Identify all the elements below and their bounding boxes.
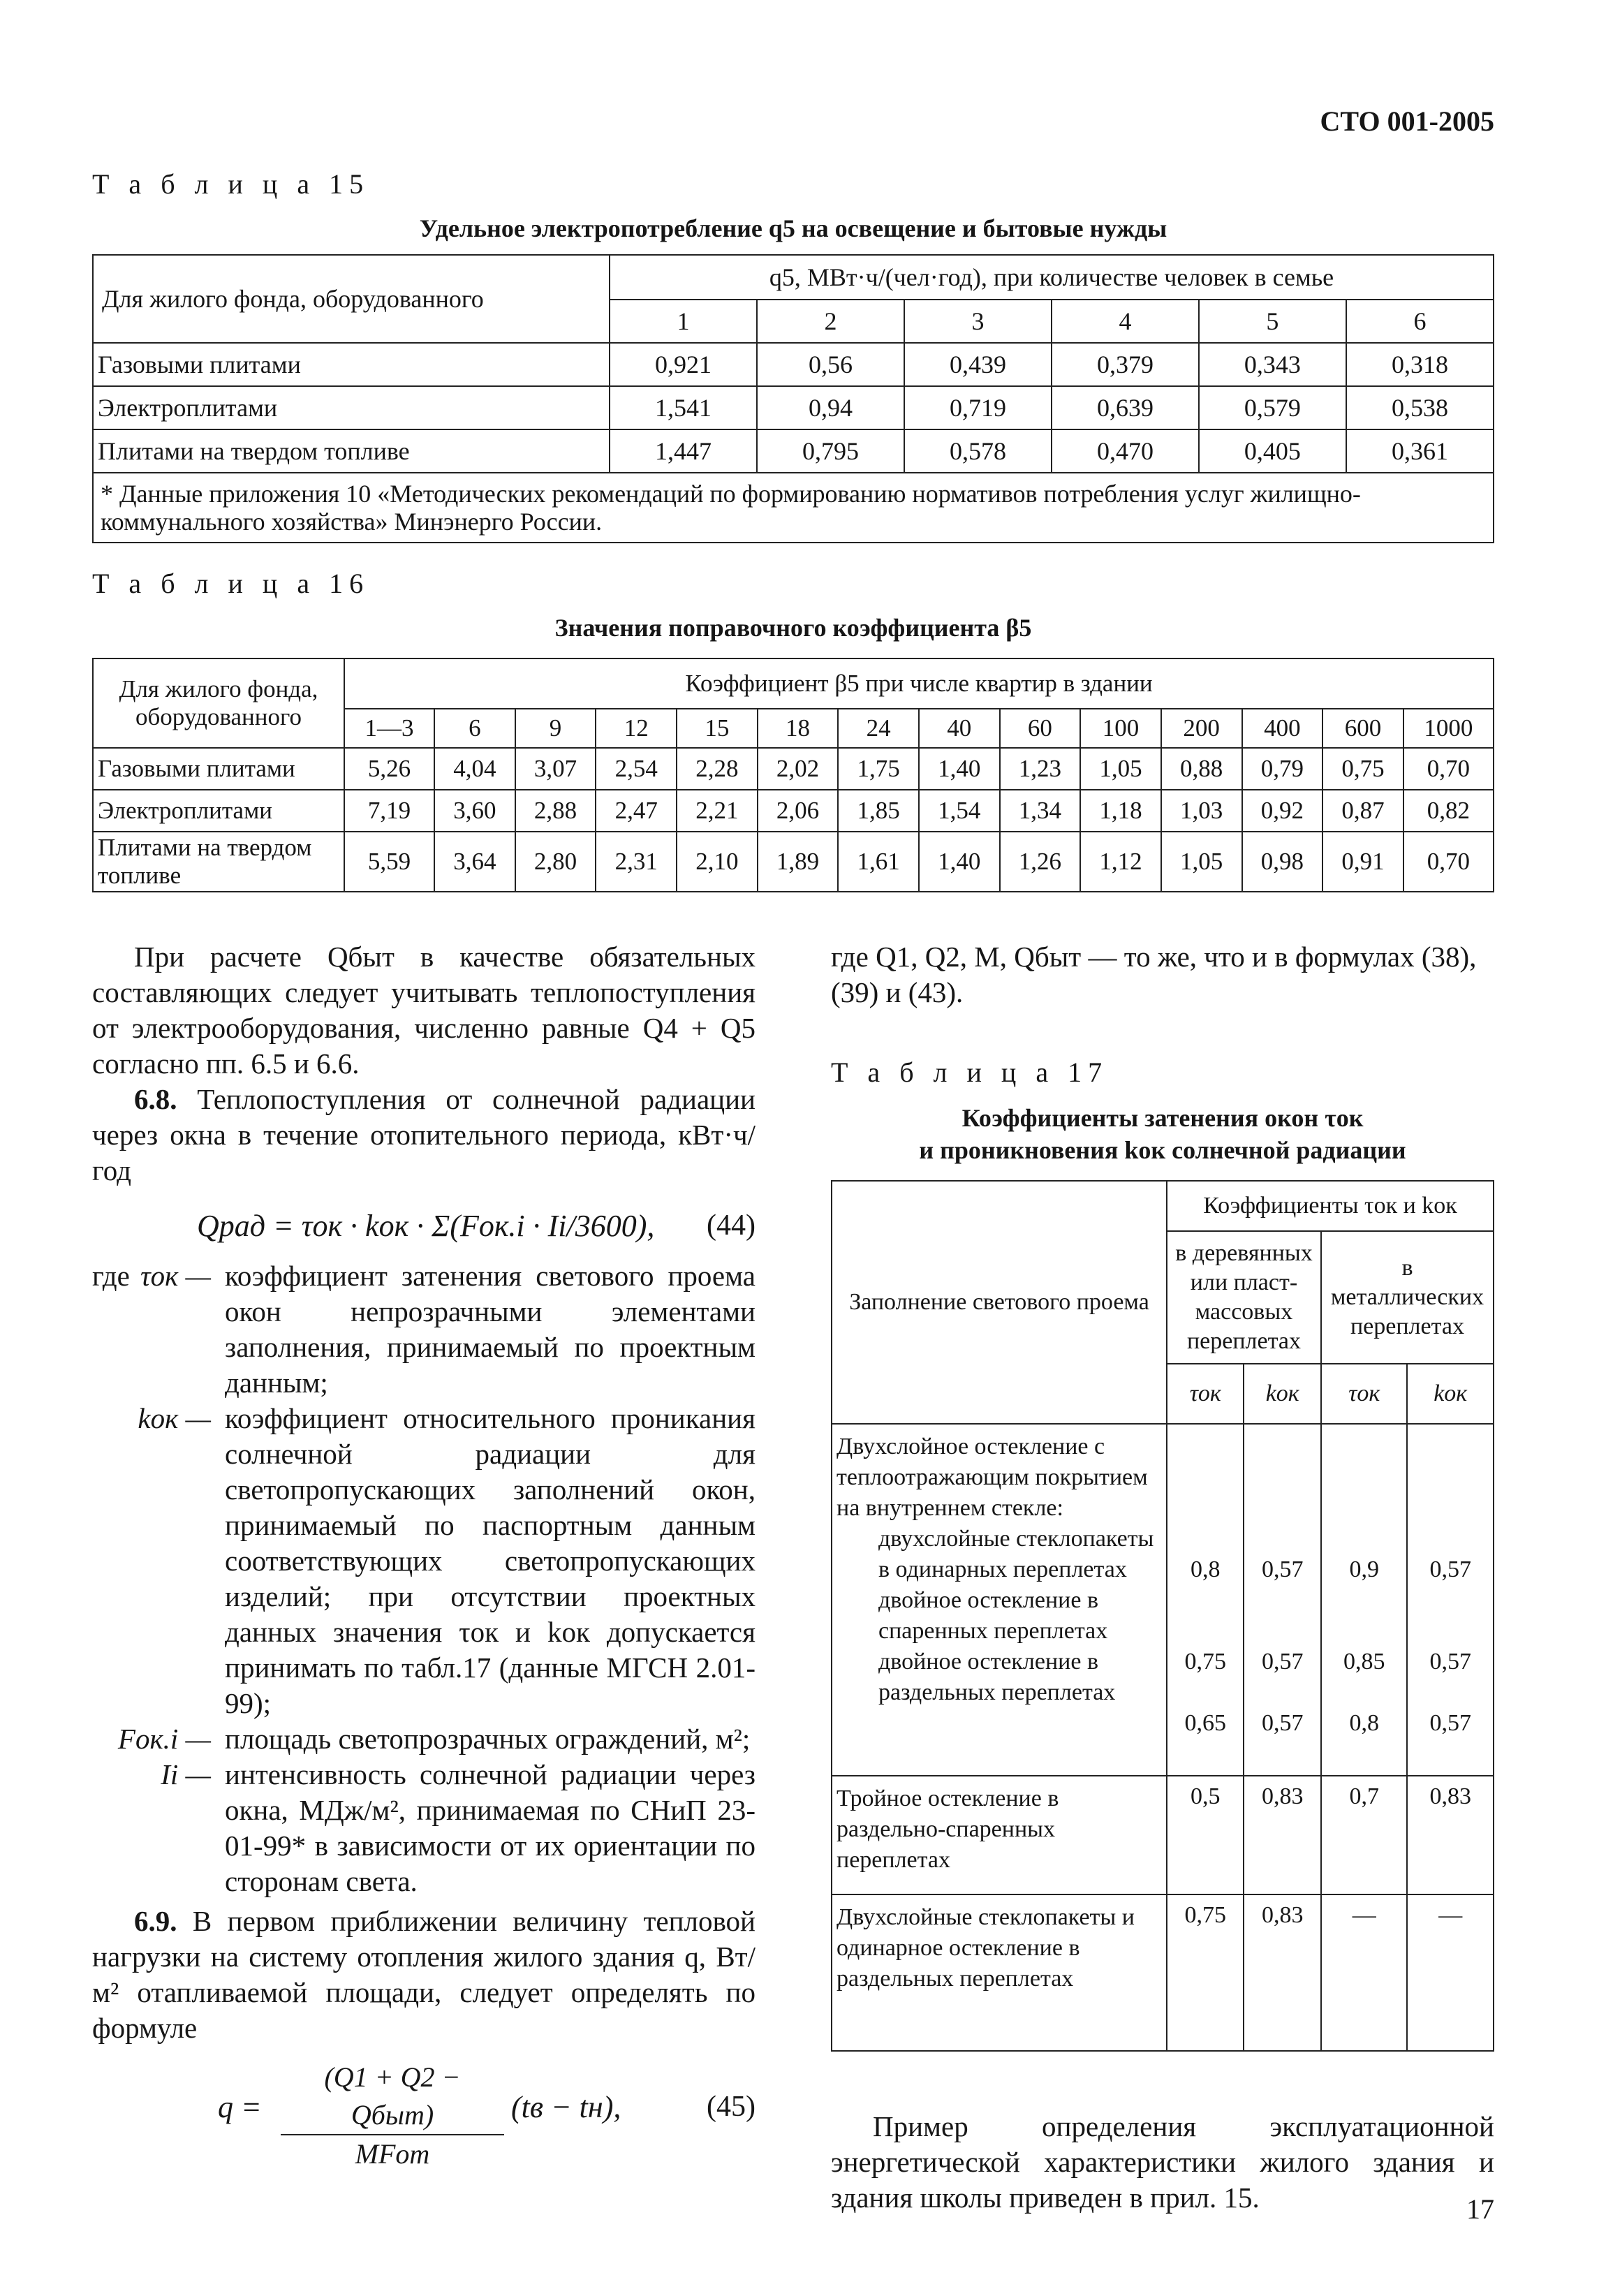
cell: 1,40 (919, 748, 1000, 790)
formula-45-fraction (281, 2059, 504, 2173)
value: 0,8 (1190, 1557, 1221, 1582)
definition-symbol: kок — (138, 1402, 211, 1434)
table15-col: 5 (1199, 300, 1346, 343)
cell: 1,05 (1080, 748, 1161, 790)
value: 0,85 (1343, 1649, 1385, 1675)
formula-45-denominator: MFот (355, 2138, 430, 2170)
cell: 0,83 (1244, 1894, 1320, 2051)
value: 0,57 (1261, 1557, 1304, 1582)
table-row (93, 429, 1494, 473)
cell: 5,59 (344, 832, 434, 892)
cell: 0,921 (610, 343, 757, 386)
paragraph-6-9 (92, 1904, 756, 2046)
cell: 2,21 (677, 790, 758, 832)
row-label (832, 1424, 1167, 1776)
cell: 0,87 (1322, 790, 1403, 832)
formula-45-block (92, 2059, 756, 2170)
right-column-final (831, 2109, 1494, 2216)
value: 0,75 (1184, 1649, 1226, 1675)
row-label: Газовыми плитами (93, 343, 610, 386)
value: 0,57 (1429, 1710, 1471, 1736)
section-number: 6.9. (134, 1905, 177, 1937)
cell: 0,82 (1403, 790, 1494, 832)
cell (1321, 1424, 1408, 1776)
cell: 4,04 (434, 748, 515, 790)
group-a-label: Двухслойное остекление с теплоотражающим покрытием на внутреннем стекле: (837, 1434, 1148, 1521)
cell: 3,07 (515, 748, 596, 790)
value: 0,57 (1429, 1557, 1471, 1582)
row-label: Тройное остекление в раздельно-спаренных переплетах (832, 1776, 1167, 1894)
cell: 3,64 (434, 832, 515, 892)
value: 0,8 (1349, 1710, 1379, 1736)
cell: 0,439 (904, 343, 1052, 386)
definition-symbol: Fок.i — (117, 1723, 211, 1755)
definition-item (92, 1258, 756, 1401)
cell: — (1407, 1894, 1494, 2051)
cell: 1,75 (838, 748, 919, 790)
cell: 0,538 (1346, 386, 1494, 429)
cell: 2,10 (677, 832, 758, 892)
cell: 0,75 (1167, 1894, 1244, 2051)
cell: 0,405 (1199, 429, 1346, 473)
table-row (93, 386, 1494, 429)
table17 (831, 1180, 1494, 2052)
table16-col: 40 (919, 709, 1000, 748)
cell: 0,83 (1407, 1776, 1494, 1894)
value: 0,57 (1429, 1649, 1471, 1675)
value: 0,65 (1184, 1710, 1226, 1736)
table17-sub-tau: τок (1167, 1364, 1244, 1424)
table16-col: 60 (1000, 709, 1081, 748)
cell: 0,7 (1321, 1776, 1408, 1894)
table17-caption: Т а б л и ц а 17 (831, 1057, 1109, 1088)
cell: 1,40 (919, 832, 1000, 892)
cell: 1,05 (1161, 832, 1242, 892)
cell: 3,60 (434, 790, 515, 832)
paragraph-qbyt: При расчете Qбыт в качестве обязательных составляющих следует учитывать теплопоступления от электрооборудования, численно равные Q4 + Q5 согласно пп. 6.5 и 6.6. (92, 941, 756, 1080)
cell: 0,94 (757, 386, 904, 429)
cell: 1,54 (919, 790, 1000, 832)
table17-sub-tau: τок (1321, 1364, 1408, 1424)
table-row (93, 832, 1494, 892)
table15-title: Удельное электропотребление q5 на освещение и бытовые нужды (419, 214, 1167, 242)
table15-col: 6 (1346, 300, 1494, 343)
table17-sub-k: kок (1244, 1364, 1320, 1424)
cell: 0,5 (1167, 1776, 1244, 1894)
table17-group-wood: в деревянных или пласт-массовых переплетах (1167, 1231, 1321, 1364)
subrow-label: двойное остекление в раздельных переплетах (878, 1649, 1116, 1705)
cell: 0,91 (1322, 832, 1403, 892)
definition-text: интенсивность солнечной радиации через окна, МДж/м², принимаемая по СНиП 23-01-99* в зависимости от их ориентации по сторонам света. (225, 1758, 756, 1897)
cell: 1,61 (838, 832, 919, 892)
cell: 2,47 (596, 790, 677, 832)
table16-head-right: Коэффициент β5 при числе квартир в здании (344, 658, 1494, 709)
cell: 0,579 (1199, 386, 1346, 429)
table17-head-top: Коэффициенты τок и kок (1167, 1181, 1494, 1231)
cell: 2,88 (515, 790, 596, 832)
cell: 0,470 (1052, 429, 1199, 473)
cell: 5,26 (344, 748, 434, 790)
table16-col: 1000 (1403, 709, 1494, 748)
cell: 1,12 (1080, 832, 1161, 892)
cell: 1,23 (1000, 748, 1081, 790)
value: 0,57 (1261, 1710, 1304, 1736)
table15 (92, 254, 1494, 543)
paragraph-6-8 (92, 1082, 756, 1189)
paragraph-text: В первом приближении величину тепловой нагрузки на систему отопления жилого здания q, Вт/м² отапливаемой площади, следует определять по формуле (92, 1905, 756, 2044)
table15-caption: Т а б л и ц а 15 (92, 168, 370, 200)
formula-44: Qрад = τок · kок · Σ(Fок.i · Ii/3600), (197, 1209, 655, 1243)
subrow-label: двухслойные стеклопакеты в одинарных переплетах (878, 1526, 1154, 1582)
row-label: Плитами на твердом топливе (93, 429, 610, 473)
cell: 0,343 (1199, 343, 1346, 386)
table15-col: 4 (1052, 300, 1199, 343)
where-intro: где (92, 1260, 130, 1292)
row-label: Двухслойные стеклопакеты и одинарное остекление в раздельных переплетах (832, 1894, 1167, 2051)
cell: 2,31 (596, 832, 677, 892)
cell: 2,02 (758, 748, 839, 790)
table15-head-left: Для жилого фонда, оборудованного (93, 255, 610, 343)
formula-44-block (92, 1202, 756, 1258)
page-number: 17 (1466, 2193, 1494, 2225)
section-number: 6.8. (134, 1083, 177, 1115)
definition-symbol (92, 1258, 211, 1294)
cell: 1,26 (1000, 832, 1081, 892)
cell: 1,89 (758, 832, 839, 892)
table-row (832, 1894, 1494, 2051)
table16 (92, 658, 1494, 892)
row-label: Электроплитами (93, 386, 610, 429)
row-label: Газовыми плитами (93, 748, 344, 790)
table16-col: 12 (596, 709, 677, 748)
table16-col: 100 (1080, 709, 1161, 748)
definition-item (92, 1721, 756, 1757)
table16-col: 200 (1161, 709, 1242, 748)
cell: 0,719 (904, 386, 1052, 429)
definition-item (92, 1401, 756, 1721)
table17-sub-k: kок (1407, 1364, 1494, 1424)
cell: 0,98 (1242, 832, 1323, 892)
subrow-label: двойное остекление в спаренных переплетах (878, 1587, 1108, 1644)
table16-head-left: Для жилого фонда, оборудованного (93, 658, 344, 748)
cell: 1,541 (610, 386, 757, 429)
definition-symbol: Ii — (161, 1758, 211, 1790)
cell: 1,03 (1161, 790, 1242, 832)
cell: 0,88 (1161, 748, 1242, 790)
table16-col: 6 (434, 709, 515, 748)
cell (1244, 1424, 1320, 1776)
symbol-text: τок — (140, 1260, 211, 1292)
table16-col: 15 (677, 709, 758, 748)
cell: 2,06 (758, 790, 839, 832)
formula-45-lhs: q = (218, 2090, 262, 2124)
table16-col: 1—3 (344, 709, 434, 748)
cell (1407, 1424, 1494, 1776)
table16-title: Значения поправочного коэффициента β5 (554, 614, 1032, 642)
table15-col: 1 (610, 300, 757, 343)
table-row (93, 790, 1494, 832)
cell: 0,361 (1346, 429, 1494, 473)
paragraph-where: где Q1, Q2, M, Qбыт — то же, что и в формулах (38), (39) и (43). (831, 941, 1477, 1008)
cell: 0,795 (757, 429, 904, 473)
document-code: СТО 001-2005 (1320, 105, 1494, 137)
table17-head-left: Заполнение светового проема (832, 1181, 1167, 1424)
table16-caption: Т а б л и ц а 16 (92, 568, 370, 599)
paragraph-text: Теплопоступления от солнечной радиации через окна в течение отопительного периода, кВт·ч/год (92, 1083, 756, 1186)
table16-col: 24 (838, 709, 919, 748)
table15-col: 3 (904, 300, 1052, 343)
cell: 0,56 (757, 343, 904, 386)
cell: 0,318 (1346, 343, 1494, 386)
cell: 0,92 (1242, 790, 1323, 832)
cell: 2,28 (677, 748, 758, 790)
cell: 0,79 (1242, 748, 1323, 790)
cell: 1,447 (610, 429, 757, 473)
table17-group-metal: в металлических переплетах (1321, 1231, 1494, 1364)
definition-text: площадь светопрозрачных ограждений, м²; (225, 1723, 751, 1755)
table15-col: 2 (757, 300, 904, 343)
table16-col: 18 (758, 709, 839, 748)
cell: 1,85 (838, 790, 919, 832)
table17-title-line2: и проникновения kок солнечной радиации (919, 1136, 1406, 1164)
cell: 0,379 (1052, 343, 1199, 386)
table-row (832, 1424, 1494, 1776)
table16-col: 400 (1242, 709, 1323, 748)
formula-45-rhs: (tв − tн), (511, 2090, 621, 2124)
paragraph-example: Пример определения эксплуатационной энергетической характеристики жилого здания и здания школы приведен в прил. 15. (831, 2110, 1494, 2214)
table16-col: 600 (1322, 709, 1403, 748)
cell: 2,80 (515, 832, 596, 892)
table-row (832, 1776, 1494, 1894)
definitions-list (92, 1258, 756, 1899)
table-row (93, 343, 1494, 386)
definition-item (92, 1757, 756, 1899)
row-label: Электроплитами (93, 790, 344, 832)
right-column-intro (831, 939, 1494, 1010)
cell: 0,70 (1403, 748, 1494, 790)
definition-text: коэффициент относительного проникания солнечной радиации для светопропускающих заполнений окон, принимаемый по паспортным данным соответствующих светопропускающих изделий; при отсутствии проектных данных значения τок и kок допускается принимать по табл.17 (данные МГСН 2.01-99); (225, 1402, 756, 1719)
table17-title (831, 1102, 1494, 1166)
row-label: Плитами на твердом топливе (93, 832, 344, 892)
table-row (93, 748, 1494, 790)
table17-title-line1: Коэффициенты затенения окон τок (961, 1104, 1364, 1132)
left-column (92, 939, 756, 2170)
formula-45-number: (45) (707, 2091, 756, 2123)
cell: 2,54 (596, 748, 677, 790)
formula-45-numerator: (Q1 + Q2 − Qбыт) (281, 2059, 504, 2135)
cell: 1,18 (1080, 790, 1161, 832)
value: 0,9 (1349, 1557, 1379, 1582)
cell: 0,75 (1322, 748, 1403, 790)
definition-text: коэффициент затенения светового проема окон непрозрачными элементами заполнения, принимаемый по проектным данным; (225, 1260, 756, 1399)
cell: — (1321, 1894, 1408, 2051)
cell: 7,19 (344, 790, 434, 832)
table15-head-right: q5, МВт·ч/(чел·год), при количестве человек в семье (610, 255, 1494, 300)
cell (1167, 1424, 1244, 1776)
cell: 0,578 (904, 429, 1052, 473)
cell: 0,70 (1403, 832, 1494, 892)
value: 0,57 (1261, 1649, 1304, 1675)
cell: 0,639 (1052, 386, 1199, 429)
formula-44-number: (44) (707, 1209, 756, 1242)
cell: 0,83 (1244, 1776, 1320, 1894)
table15-note: * Данные приложения 10 «Методических рекомендаций по формированию нормативов потребления услуг жилищно-коммунального хозяйства» Минэнерго России. (93, 473, 1494, 543)
table16-col: 9 (515, 709, 596, 748)
cell: 1,34 (1000, 790, 1081, 832)
